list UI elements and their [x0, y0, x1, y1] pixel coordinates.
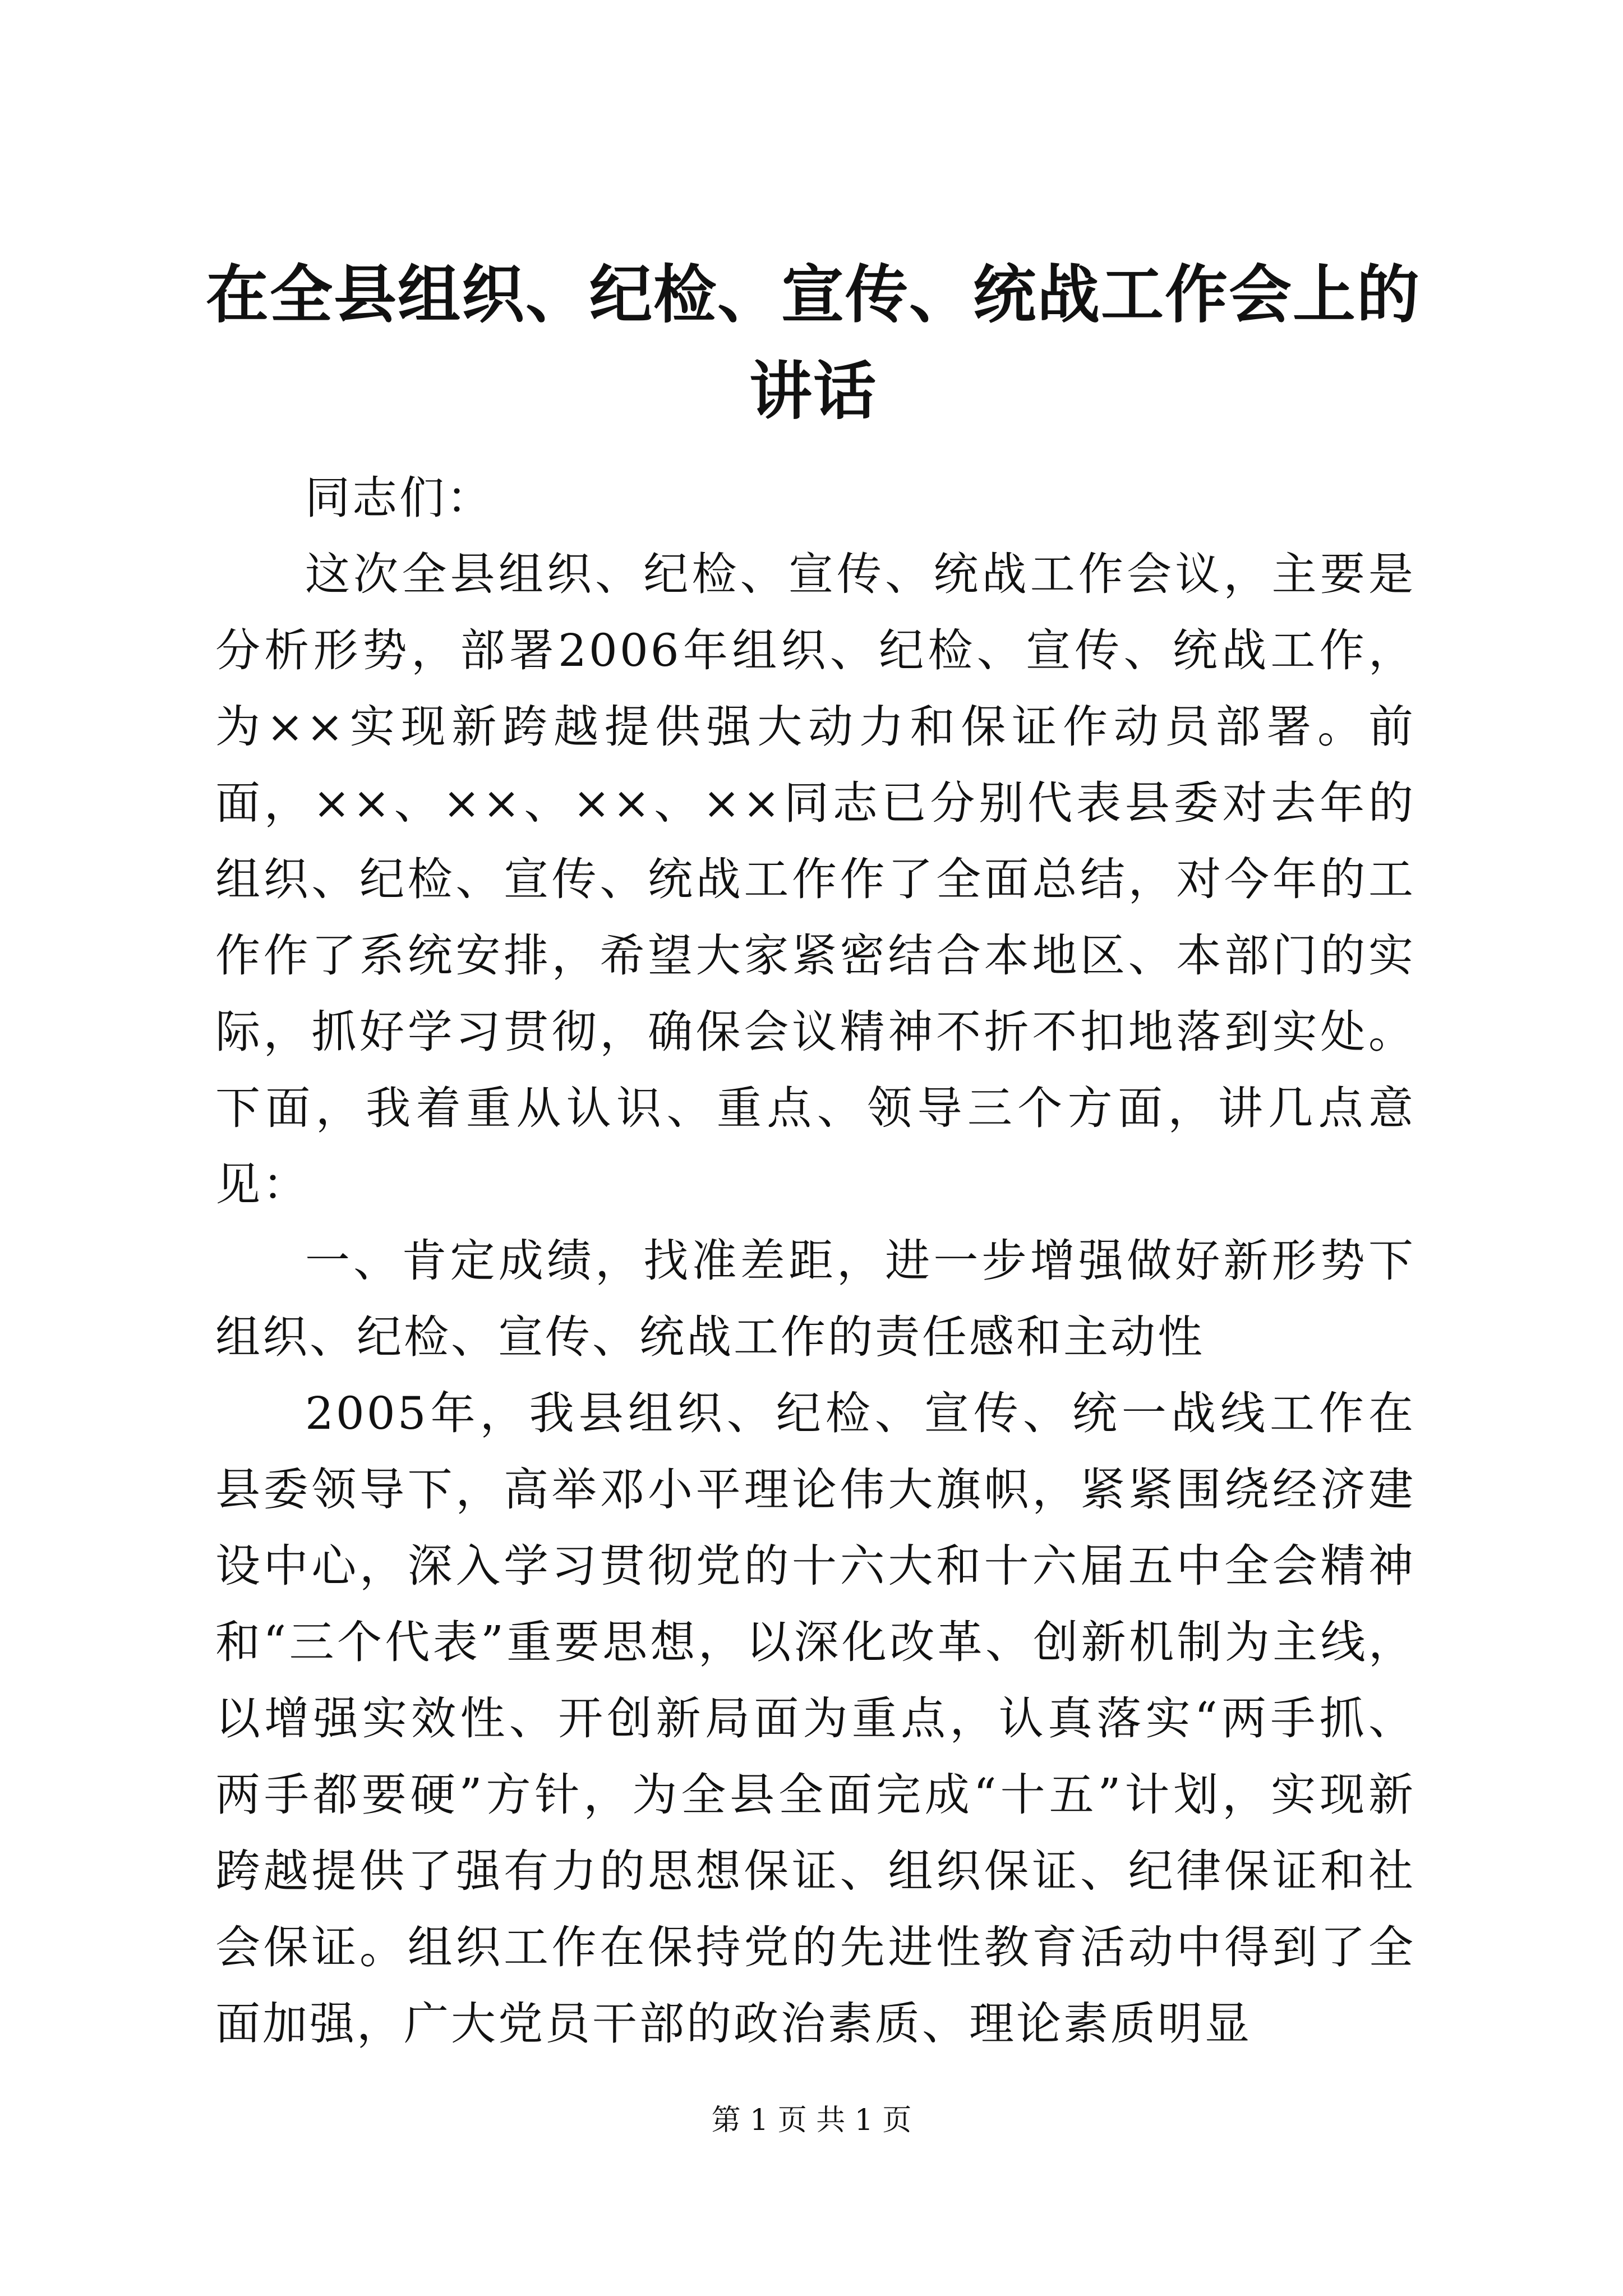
page-number-footer: 第 1 页 共 1 页 — [711, 2104, 912, 2137]
document-title: 在全县组织、纪检、宣传、统战工作会上的讲话 — [206, 258, 1421, 428]
paragraph-achievements: 2005年，我县组织、纪检、宣传、统一战线工作在县委领导下，高举邓小平理论伟大旗帜，紧紧围绕经济建设中心，深入学习贯彻党的十六大和十六届五中全会精神和“三个代表”重要思想，以深化改革、创新机制为主线，以增强实效性、开创新局面为重点，认真落实“两手抓、两手都要硬”方针，为全县全面完成“十五”计划，实现新跨越提供了强有力的思想保证、组织保证、纪律保证和社会保证。组织工作在保持党的先进性教育活动中得到了全面加强，广大党员干部的政治素质、理论素质明显 — [215, 1387, 1415, 2050]
paragraph-section-heading: 一、肯定成绩，找准差距，进一步增强做好新形势下组织、纪检、宣传、统战工作的责任感和主动性 — [215, 1235, 1415, 1363]
paragraph-intro: 这次全县组织、纪检、宣传、统战工作会议，主要是分析形势，部署2006年组织、纪检、宣传、统战工作，为××实现新跨越提供强大动力和保证作动员部署。前面，××、××、××、××同志已分别代表县委对去年的组织、纪检、宣传、统战工作作了全面总结，对今年的工作作了系统安排，希望大家紧密结合本地区、本部门的实际，抓好学习贯彻，确保会议精神不折不扣地落到实处。下面，我着重从认识、重点、领导三个方面，讲几点意见： — [215, 548, 1415, 1211]
paragraph-salutation: 同志们： — [305, 472, 494, 524]
document-body — [215, 460, 1415, 2062]
